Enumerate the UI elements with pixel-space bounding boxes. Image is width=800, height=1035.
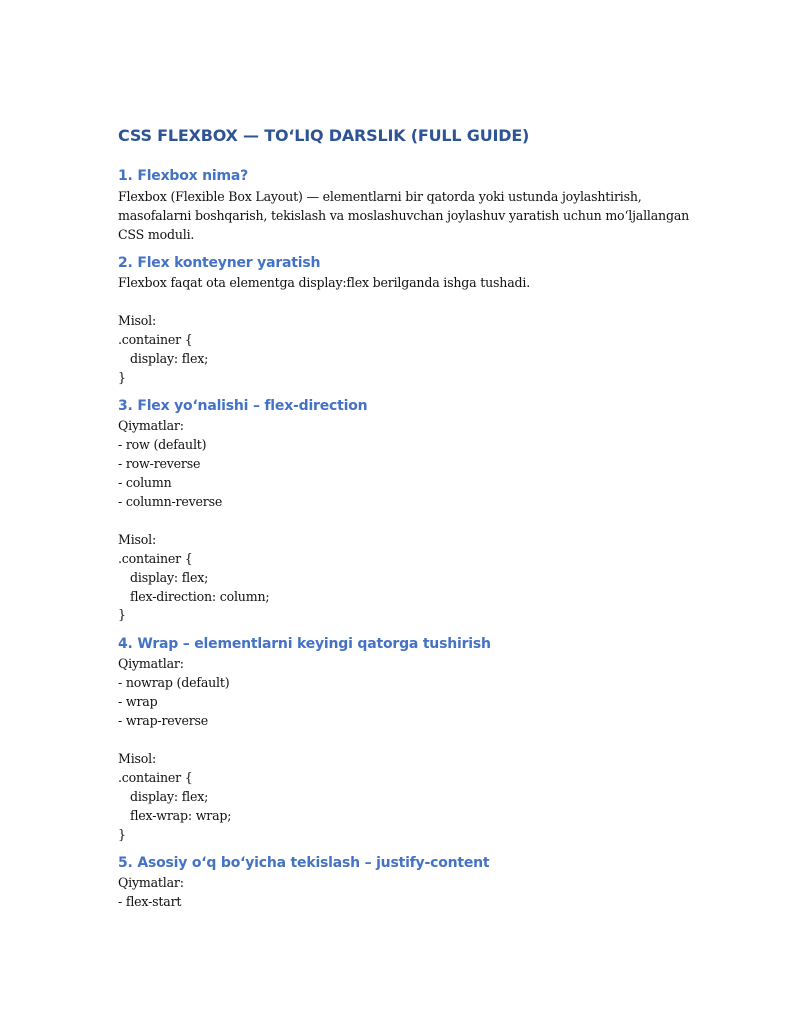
example-label: Misol: [118,750,157,766]
example-label: Misol: [118,312,157,328]
blank-line [118,512,718,531]
values-label: Qiymatlar: [118,875,184,891]
value-item: - wrap-reverse [118,713,209,729]
code-line: display: flex; [130,350,209,366]
example-label: Misol: [118,531,157,547]
section-flex-wrap [118,633,718,844]
value-item: - flex-start [118,894,182,910]
code-line: .container { [118,331,193,347]
section-flex-container [118,252,718,387]
code-line: } [118,369,126,385]
section-heading: 4. Wrap – elementlarni keyingi qatorga tushirish [118,636,491,653]
blank-line [118,293,718,312]
code-line: } [118,607,126,623]
value-item: - row (default) [118,437,207,453]
paragraph-text: Flexbox faqat ota elementga display:flex berilganda ishga tushadi. [118,275,531,290]
code-line: .container { [118,769,193,785]
section-flex-direction [118,395,718,625]
section-flexbox-intro [118,165,718,244]
value-item: - row-reverse [118,456,201,472]
code-line: flex-direction: column; [130,588,270,604]
code-line: display: flex; [130,569,209,585]
value-item: - nowrap (default) [118,675,230,691]
paragraph-line: CSS moduli. [118,227,195,242]
section-justify-content [118,852,718,912]
code-line: flex-wrap: wrap; [130,807,232,823]
value-item: - column [118,475,172,491]
section-heading: 5. Asosiy o‘q bo‘yicha tekislash – justify-content [118,855,490,872]
section-heading: 1. Flexbox nima? [118,168,249,184]
blank-line [118,731,718,750]
paragraph-line: masofalarni boshqarish, tekislash va moslashuvchan joylashuv yaratish uchun mo‘ljallangan [118,208,690,223]
section-heading: 3. Flex yo‘nalishi – flex-direction [118,398,368,415]
paragraph-line: Flexbox (Flexible Box Layout) — elementlarni bir qatorda yoki ustunda joylashtirish, [118,189,642,204]
values-label: Qiymatlar: [118,418,184,434]
code-line: } [118,826,126,842]
code-line: display: flex; [130,788,209,804]
section-heading: 2. Flex konteyner yaratish [118,255,321,271]
values-label: Qiymatlar: [118,656,184,672]
code-line: .container { [118,550,193,566]
document-body [118,124,718,920]
document-title: CSS FLEXBOX — TO‘LIQ DARSLIK (FULL GUIDE) [118,126,530,145]
value-item: - column-reverse [118,494,223,510]
value-item: - wrap [118,694,158,710]
